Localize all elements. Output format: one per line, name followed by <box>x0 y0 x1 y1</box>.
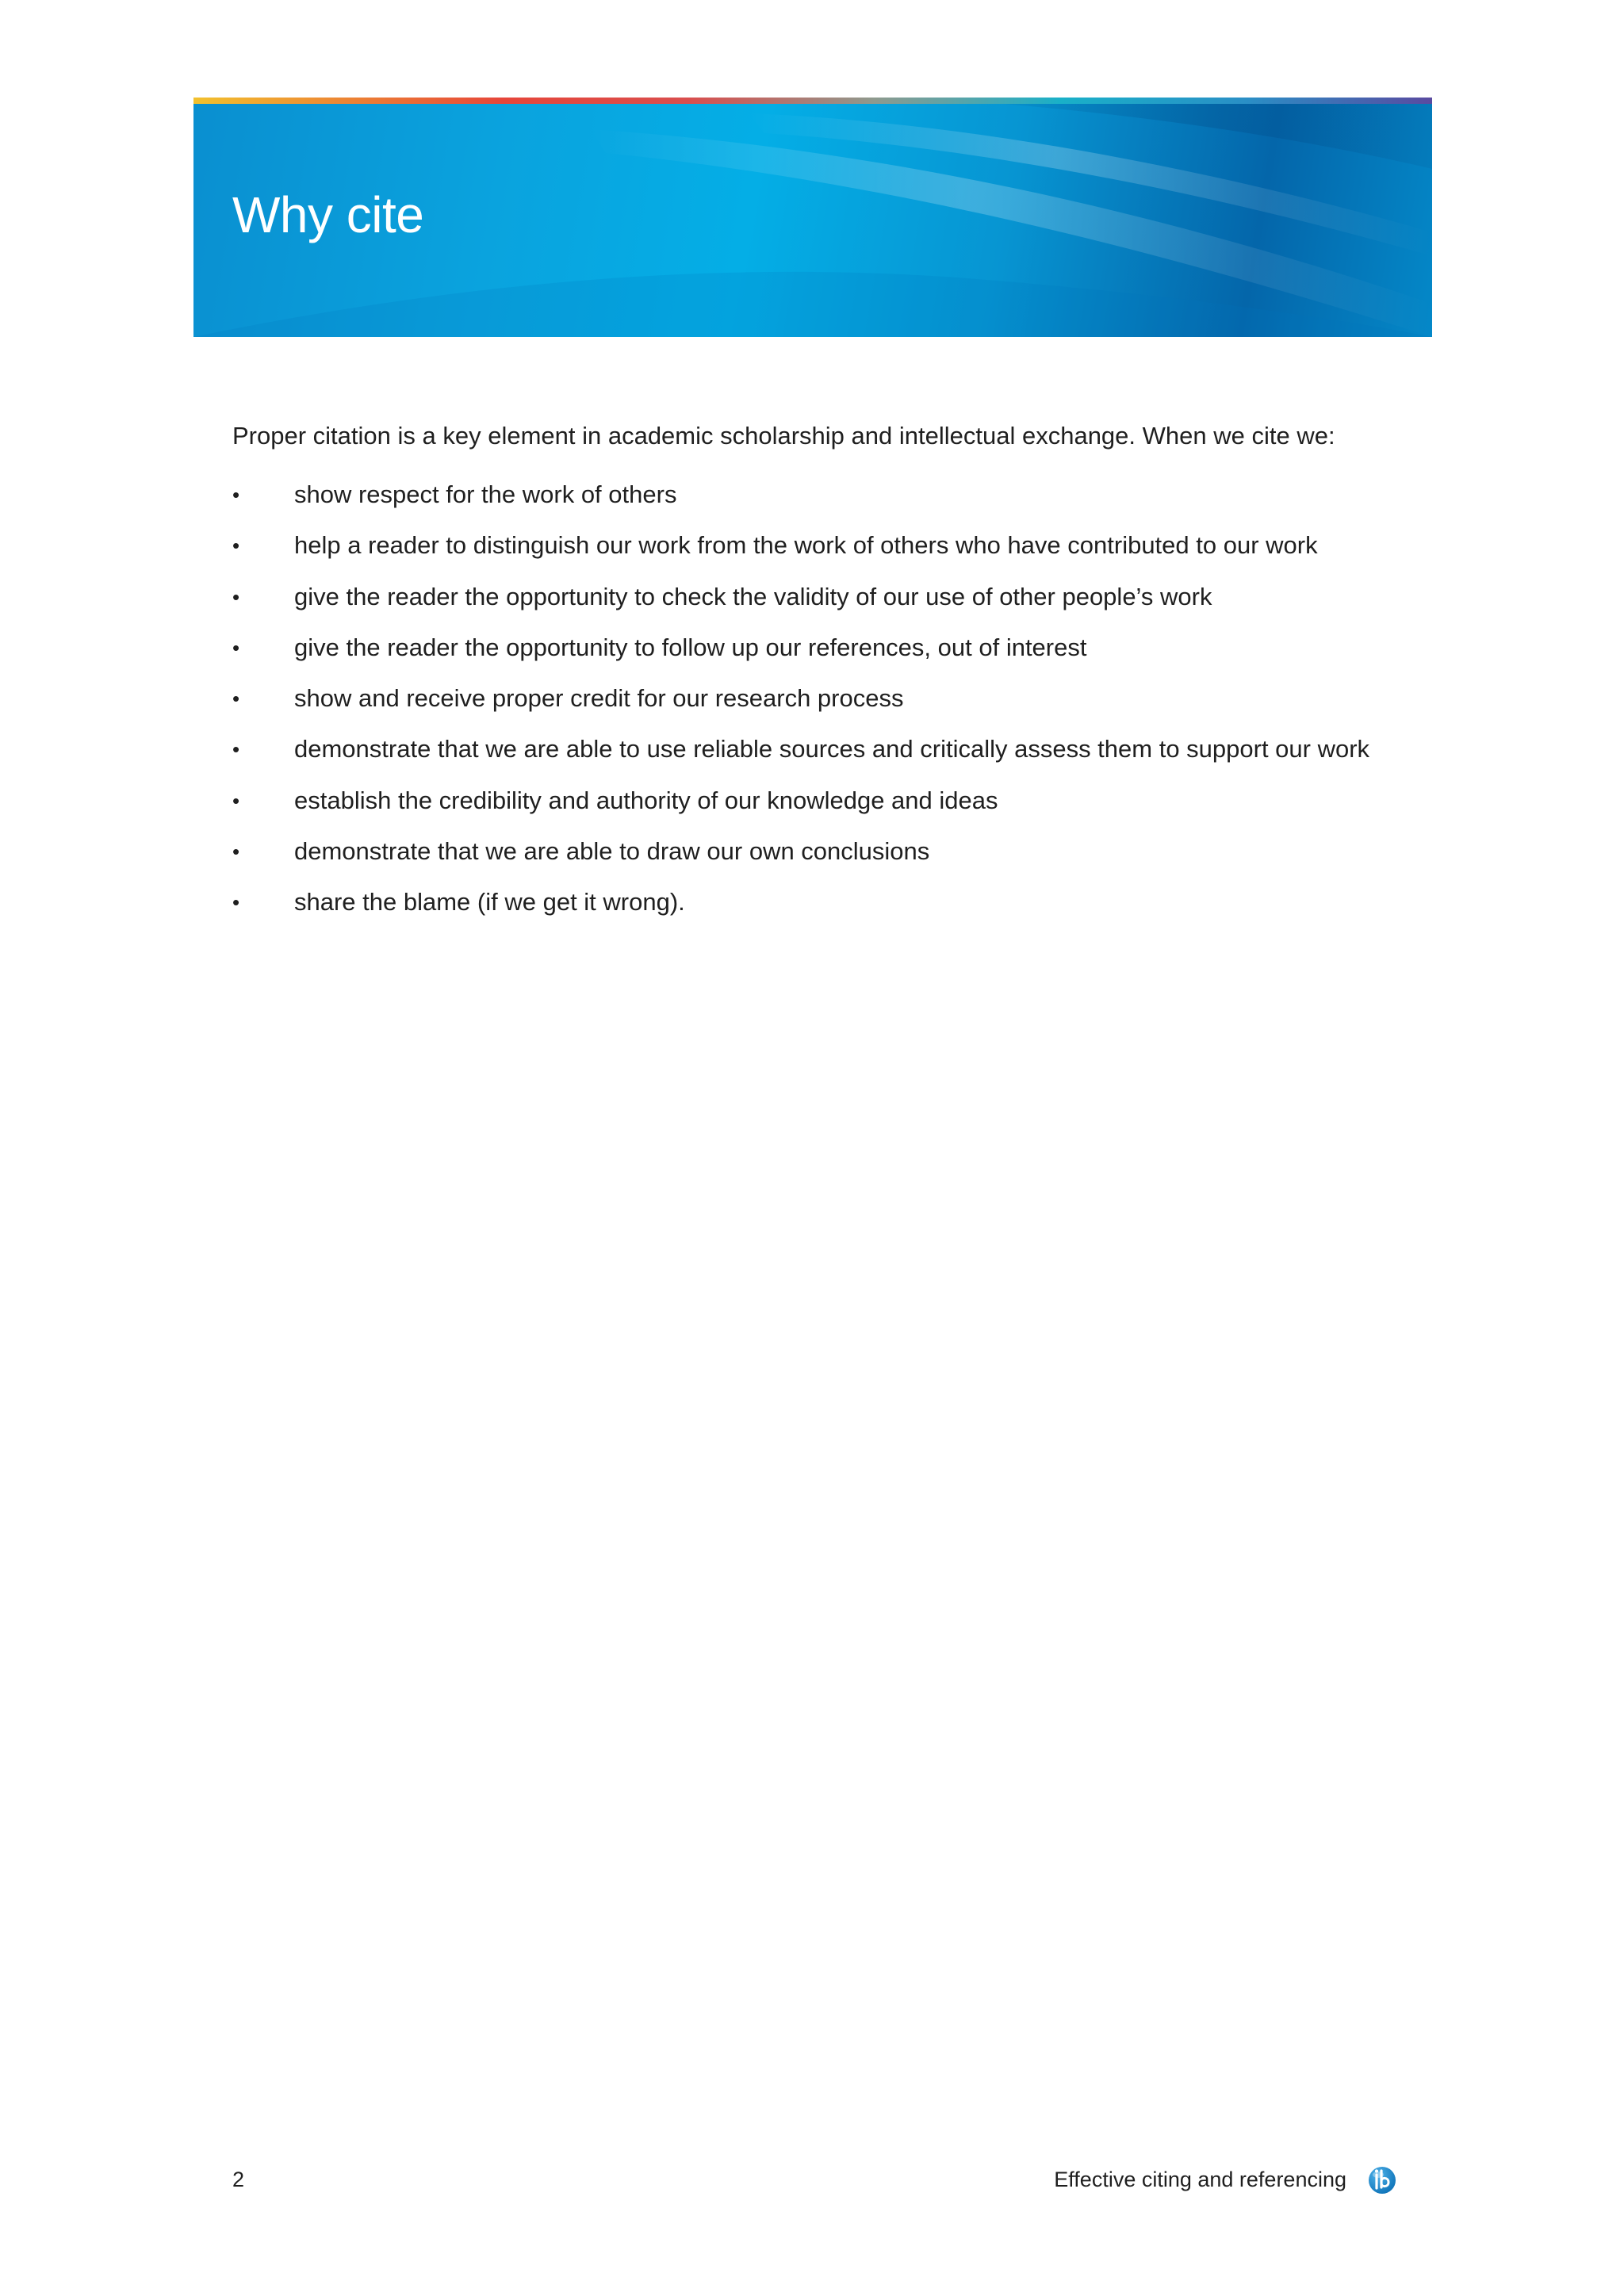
list-item <box>232 477 1406 528</box>
intro-paragraph: Proper citation is a key element in academic scholarship and intellectual exchange. When we cite we: <box>232 422 1335 450</box>
list-item-text: establish the credibility and authority of our knowledge and ideas <box>294 786 998 814</box>
header-banner <box>193 98 1432 337</box>
list-item-text: give the reader the opportunity to check the validity of our use of other people’s work <box>294 582 1212 610</box>
footer-document-title: Effective citing and referencing <box>1054 2168 1346 2191</box>
list-item <box>232 681 1406 732</box>
main-content <box>232 419 1406 936</box>
list-item <box>232 580 1406 630</box>
list-item <box>232 783 1406 834</box>
bullet-glyph: • <box>232 890 240 915</box>
bullet-glyph: • <box>232 584 240 609</box>
list-item-text: give the reader the opportunity to follow up our references, out of interest <box>294 633 1087 661</box>
list-item-text: show and receive proper credit for our research process <box>294 684 904 713</box>
list-item <box>232 885 1406 936</box>
page-number: 2 <box>232 2168 245 2191</box>
list-item-text: demonstrate that we are able to draw our own conclusions <box>294 837 930 866</box>
color-stripe <box>193 98 1432 104</box>
list-item <box>232 528 1406 579</box>
list-item <box>232 630 1406 681</box>
list-item-text: show respect for the work of others <box>294 480 677 508</box>
list-item <box>232 732 1406 783</box>
reasons-list <box>232 477 1406 936</box>
bullet-glyph: • <box>232 737 240 762</box>
bullet-glyph: • <box>232 788 240 813</box>
list-item-text: share the blame (if we get it wrong). <box>294 888 685 916</box>
list-item-text: demonstrate that we are able to use reliable sources and critically assess them to support our work <box>294 735 1370 763</box>
page-title: Why cite <box>232 186 424 243</box>
list-item-text: help a reader to distinguish our work from the work of others who have contributed to our work <box>294 531 1318 560</box>
ib-logo-icon <box>1366 2164 1398 2195</box>
bullet-glyph: • <box>232 483 240 507</box>
list-item <box>232 834 1406 885</box>
bullet-glyph: • <box>232 840 240 864</box>
bullet-glyph: • <box>232 635 240 660</box>
bullet-glyph: • <box>232 687 240 711</box>
bullet-glyph: • <box>232 534 240 558</box>
